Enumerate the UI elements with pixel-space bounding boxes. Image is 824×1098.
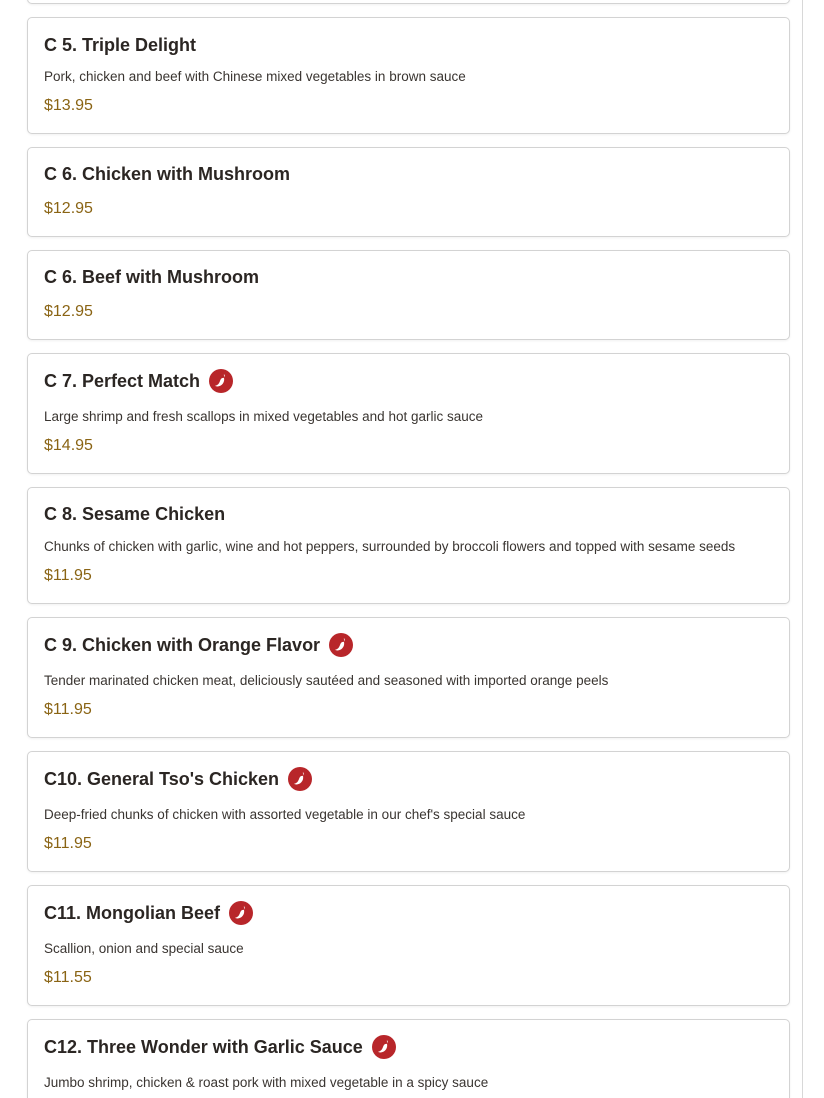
menu-item-title: C 7. Perfect Match [44,370,201,391]
menu-item-card[interactable] [27,17,790,134]
spicy-pepper-icon [229,901,253,925]
menu-item-title: C 5. Triple Delight [44,35,197,55]
menu-item-title: C10. General Tso's Chicken [44,768,280,789]
menu-item-description: Deep-fried chunks of chicken with assorted vegetable in our chef's special sauce [44,807,526,822]
menu-item-title: C11. Mongolian Beef [44,902,221,923]
menu-item-price: $11.95 [44,701,92,718]
menu-item-title-row [44,369,233,393]
menu-item-card-previous[interactable] [27,0,790,4]
menu-item-description: Large shrimp and fresh scallops in mixed vegetables and hot garlic sauce [44,409,483,424]
menu-item-description: Scallion, onion and special sauce [44,941,244,956]
menu-item-description: Tender marinated chicken meat, deliciously sautéed and seasoned with imported orange peels [44,673,609,688]
menu-item-card[interactable] [27,353,790,474]
spicy-pepper-icon [288,767,312,791]
spicy-pepper-icon [209,369,233,393]
scroll-edge-divider [802,0,803,1098]
menu-item-title-row [44,267,259,288]
menu-item-price: $12.95 [44,303,93,320]
menu-item-price: $14.95 [44,437,93,454]
menu-item-card[interactable] [27,487,790,604]
menu-item-title: C 8. Sesame Chicken [44,504,226,524]
menu-item-title-row [44,504,225,525]
spicy-pepper-icon [372,1035,396,1059]
menu-item-price: $12.95 [44,200,93,217]
menu-item-title: C 9. Chicken with Orange Flavor [44,634,321,655]
menu-item-title: C12. Three Wonder with Garlic Sauce [44,1036,363,1057]
menu-item-title: C 6. Beef with Mushroom [44,267,260,287]
menu-item-title-row [44,633,353,657]
menu-item-title-row [44,35,196,56]
menu-item-card[interactable] [27,751,790,872]
menu-item-price: $11.55 [44,969,92,986]
menu-item-card[interactable] [27,147,790,237]
menu-item-title-row [44,1035,396,1059]
menu-item-description: Jumbo shrimp, chicken & roast pork with mixed vegetable in a spicy sauce [44,1075,489,1090]
menu-item-description: Chunks of chicken with garlic, wine and hot peppers, surrounded by broccoli flowers and topped with sesame seeds [44,539,736,554]
menu-item-price: $11.95 [44,835,92,852]
spicy-pepper-icon [329,633,353,657]
menu-item-card[interactable] [27,1019,790,1098]
menu-item-card[interactable] [27,617,790,738]
menu-item-title-row [44,164,290,185]
menu-item-description: Pork, chicken and beef with Chinese mixed vegetables in brown sauce [44,69,466,84]
menu-item-price: $11.95 [44,567,92,584]
menu-item-title-row [44,767,312,791]
menu-item-card[interactable] [27,250,790,340]
menu-item-price: $13.95 [44,97,93,114]
menu-item-card[interactable] [27,885,790,1006]
menu-item-title: C 6. Chicken with Mushroom [44,164,291,184]
menu-item-title-row [44,901,253,925]
